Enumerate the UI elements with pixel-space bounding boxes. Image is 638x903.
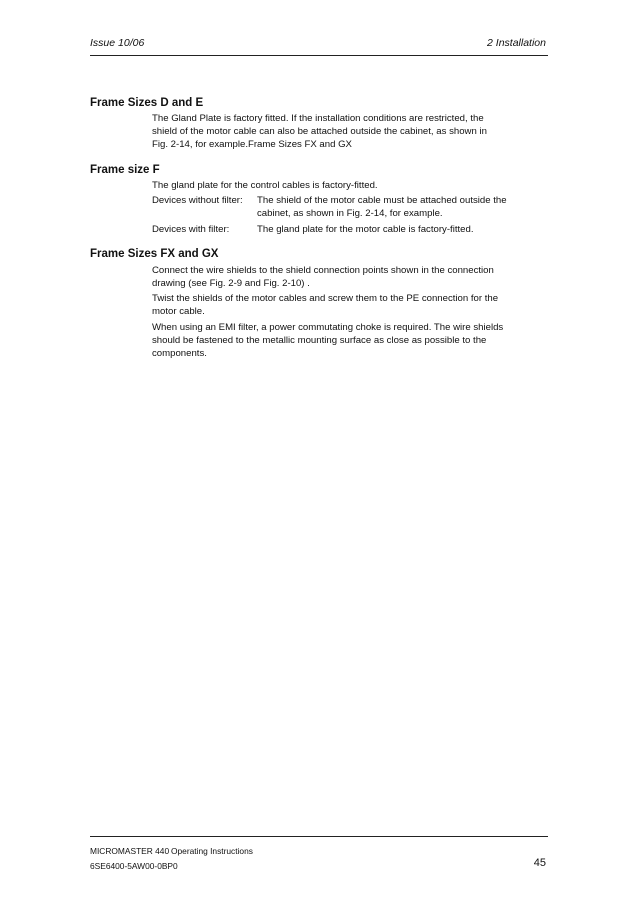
text-line: components. — [152, 347, 207, 359]
text-line: drawing (see Fig. 2-9 and Fig. 2-10) . — [152, 277, 310, 289]
page-footer — [90, 836, 548, 877]
desc-devices-without-filter-line1: The shield of the motor cable must be attached outside the — [257, 195, 507, 206]
desc-devices-with-filter: The gland plate for the motor cable is factory-fitted. — [257, 224, 474, 235]
row-devices-with-filter — [152, 224, 548, 237]
product-name: MICROMASTER 440 — [90, 846, 170, 856]
heading-frame-sizes-fx-gx: Frame Sizes FX and GX — [90, 248, 219, 260]
paragraph-fxgx-1 — [152, 265, 548, 291]
page-header — [90, 37, 548, 56]
paragraph-fxgx-2 — [152, 293, 548, 319]
paragraph-fxgx-3 — [152, 322, 548, 360]
text-line: shield of the motor cable can also be attached outside the cabinet, as shown in — [152, 125, 487, 137]
chapter-label: 2 Installation — [487, 37, 546, 49]
text-line: should be fastened to the metallic mounting surface as close as possible to the — [152, 334, 487, 346]
text-line: motor cable. — [152, 305, 205, 317]
text-line: The gland plate for the control cables is factory-fitted. — [152, 180, 378, 191]
paragraph-frame-sizes-d-e — [152, 113, 548, 151]
desc-devices-without-filter-line2: cabinet, as shown in Fig. 2-14, for example. — [257, 207, 443, 219]
heading-frame-sizes-d-e: Frame Sizes D and E — [90, 97, 204, 109]
row-devices-without-filter — [152, 195, 548, 221]
label-devices-without-filter: Devices without filter: — [152, 195, 243, 206]
text-line: When using an EMI filter, a power commutating choke is required. The wire shields — [152, 322, 504, 333]
issue-label: Issue 10/06 — [90, 37, 145, 49]
document-type: Operating Instructions — [171, 846, 253, 856]
page-number: 45 — [533, 857, 546, 869]
heading-frame-size-f: Frame size F — [90, 164, 160, 176]
text-line: The Gland Plate is factory fitted. If the installation conditions are restricted, the — [152, 113, 484, 124]
paragraph-frame-size-f-intro — [152, 180, 548, 193]
label-devices-with-filter: Devices with filter: — [152, 224, 230, 235]
text-line: Twist the shields of the motor cables and screw them to the PE connection for the — [152, 293, 499, 304]
text-line: Fig. 2-14, for example.Frame Sizes FX and GX — [152, 138, 352, 150]
text-line: Connect the wire shields to the shield connection points shown in the connection — [152, 265, 494, 276]
order-number: 6SE6400-5AW00-0BP0 — [90, 861, 178, 871]
